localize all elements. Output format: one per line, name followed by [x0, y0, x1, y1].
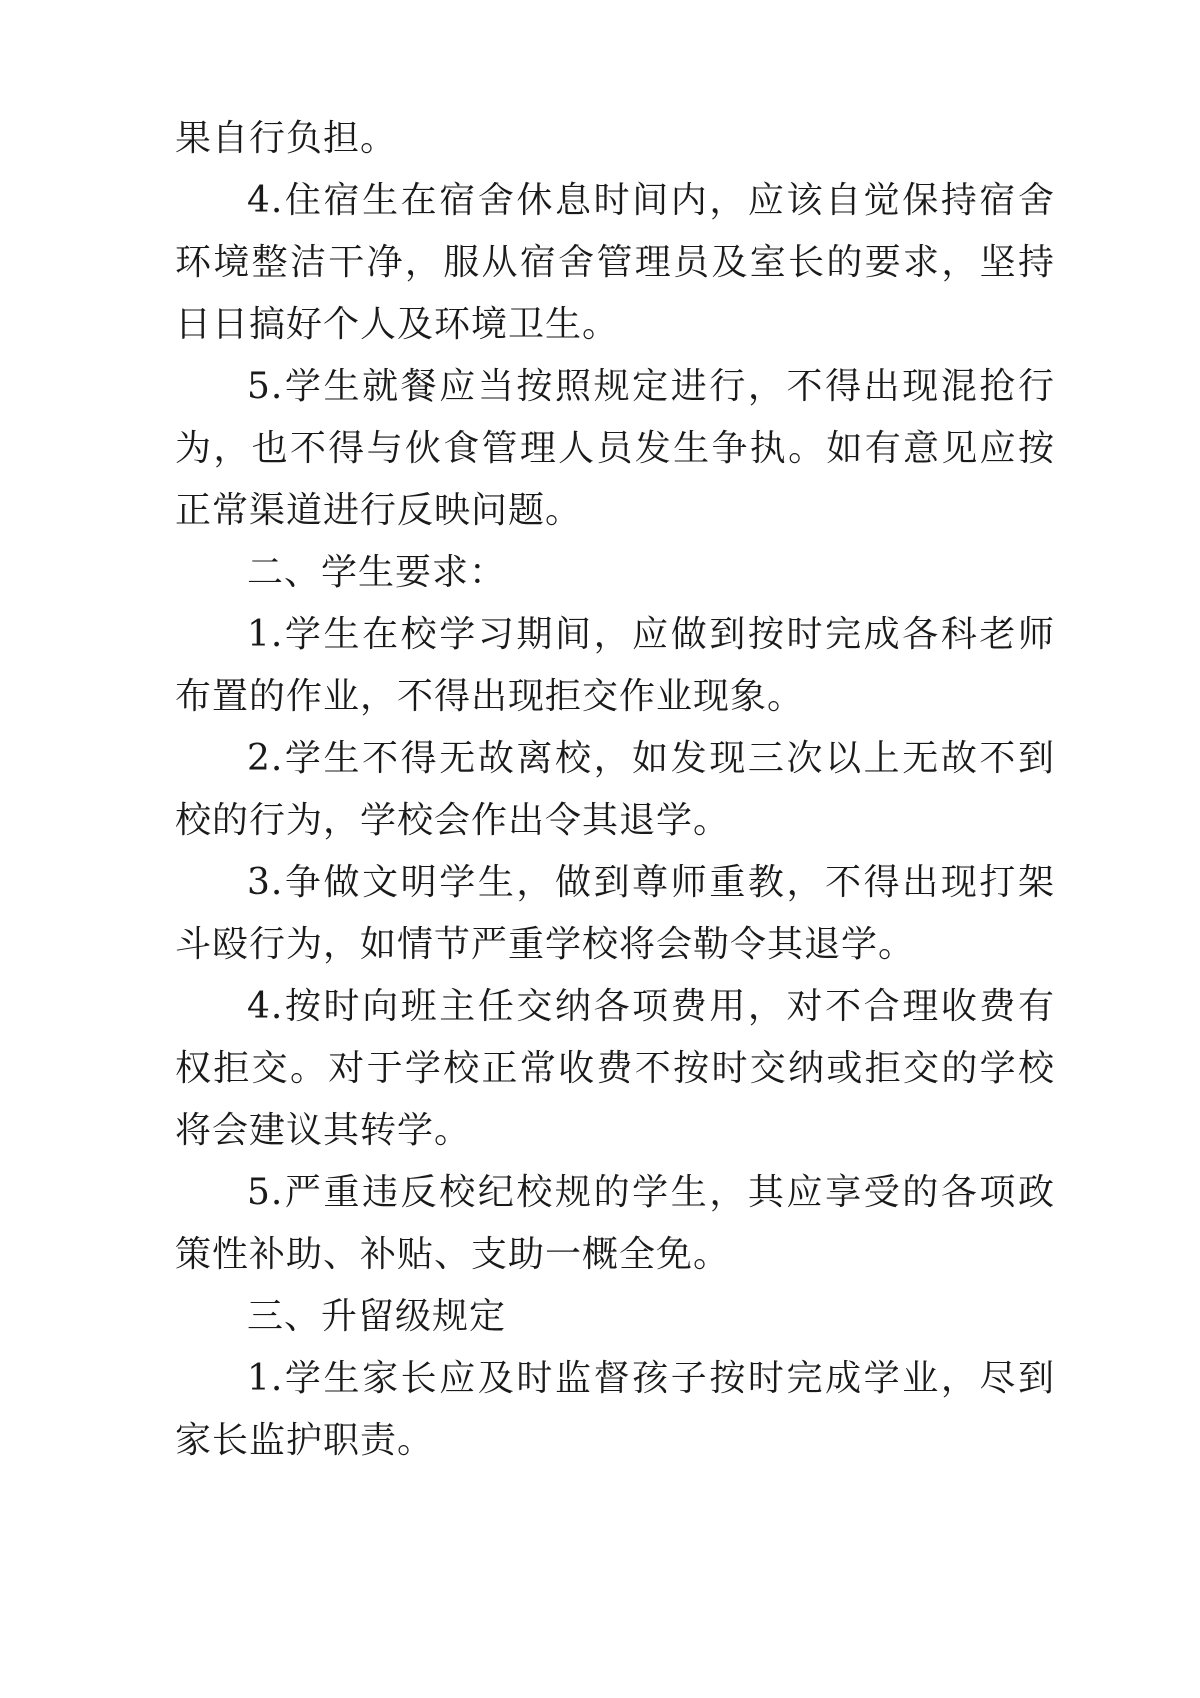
paragraph-requirement-3: 3.争做文明学生，做到尊师重教，不得出现打架斗殴行为，如情节严重学校将会勒令其退学。: [175, 862, 1055, 965]
paragraph-requirement-2: 2.学生不得无故离校，如发现三次以上无故不到校的行为，学校会作出令其退学。: [175, 738, 1055, 841]
paragraph-requirement-5: 5.严重违反校纪校规的学生，其应享受的各项政策性补助、补贴、支助一概全免。: [175, 1172, 1055, 1275]
section-heading-student-requirements: 二、学生要求：: [247, 552, 507, 593]
paragraph-requirement-1: 1.学生在校学习期间，应做到按时完成各科老师布置的作业，不得出现拒交作业现象。: [175, 614, 1055, 717]
paragraph-requirement-4: 4.按时向班主任交纳各项费用，对不合理收费有权拒交。对于学校正常收费不按时交纳或拒交的学校将会建议其转学。: [175, 986, 1055, 1151]
document-body: [175, 108, 1055, 1472]
paragraph-dormitory-rule-4: 4.住宿生在宿舍休息时间内，应该自觉保持宿舍环境整洁干净，服从宿舍管理员及室长的要求，坚持日日搞好个人及环境卫生。: [175, 180, 1055, 345]
paragraph-continuation: 果自行负担。: [175, 118, 398, 159]
paragraph-dining-rule-5: 5.学生就餐应当按照规定进行，不得出现混抢行为，也不得与伙食管理人员发生争执。如有意见应按正常渠道进行反映问题。: [175, 366, 1055, 531]
section-heading-promotion-rules: 三、升留级规定: [247, 1296, 507, 1337]
paragraph-promotion-1: 1.学生家长应及时监督孩子按时完成学业，尽到家长监护职责。: [175, 1358, 1055, 1461]
